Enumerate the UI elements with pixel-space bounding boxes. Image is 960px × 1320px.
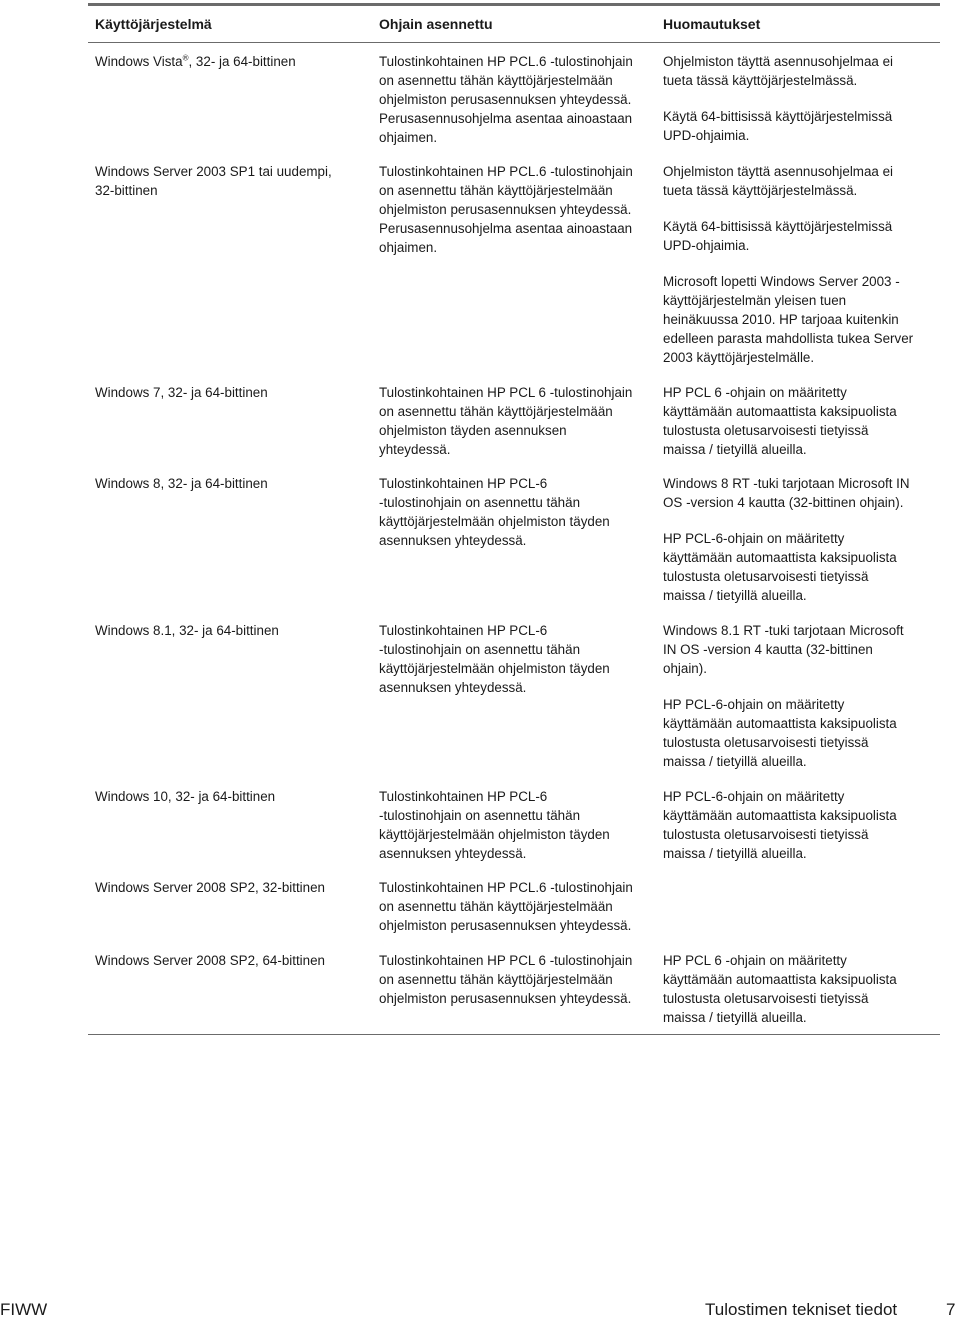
os-cell: Windows 8, 32- ja 64-bittinen <box>95 476 268 491</box>
driver-cell: Tulostinkohtainen HP PCL 6 -tulostinohjain on asennettu tähän käyttöjärjestelmään ohjelmiston täyden asennuksen yhteydessä. <box>379 385 633 457</box>
footer-doc-code: FIWW <box>0 1300 48 1319</box>
driver-cell: Tulostinkohtainen HP PCL.6 -tulostinohjain on asennettu tähän käyttöjärjestelmään ohjelmiston perusasennuksen yhteydessä. <box>379 880 633 933</box>
notes-cell: Ohjelmiston täyttä asennusohjelmaa ei tueta tässä käyttöjärjestelmässä. Käytä 64-bittisissä käyttöjärjestelmissä UPD-ohjaimia. Microsoft lopetti Windows Server 2003 - käyttöjärjestelmän yleisen tuen heinäkuussa 2010. HP tarjoaa kuitenkin edelleen parasta mahdollista tukea Server 2003 käyttöjärjestelmälle. <box>663 164 914 365</box>
notes-cell: HP PCL 6 -ohjain on määritetty käyttämään automaattista kaksipuolista tulostusta oletusarvoisesti tietyissä maissa / tietyillä alueilla. <box>663 953 897 1025</box>
table-top-rule <box>88 3 940 6</box>
notes-cell: Windows 8.1 RT -tuki tarjotaan Microsoft IN OS -version 4 kautta (32-bittinen ohjain). HP PCL-6-ohjain on määritetty käyttämään automaattista kaksipuolista tulostusta oletusarvoisesti tietyissä maissa / tietyillä alueilla. <box>663 623 904 769</box>
os-cell: Windows 8.1, 32- ja 64-bittinen <box>95 623 279 638</box>
footer-section-title: Tulostimen tekniset tiedot <box>705 1300 898 1319</box>
table-bottom-rule <box>88 1034 940 1035</box>
notes-cell: HP PCL-6-ohjain on määritetty käyttämään automaattista kaksipuolista tulostusta oletusarvoisesti tietyissä maissa / tietyillä alueilla. <box>663 789 897 861</box>
driver-cell: Tulostinkohtainen HP PCL 6 -tulostinohjain on asennettu tähän käyttöjärjestelmään ohjelmiston perusasennuksen yhteydessä. <box>379 953 633 1006</box>
os-cell: Windows 7, 32- ja 64-bittinen <box>95 385 268 400</box>
notes-cell: Windows 8 RT -tuki tarjotaan Microsoft IN OS -version 4 kautta (32-bittinen ohjain). HP PCL-6-ohjain on määritetty käyttämään automaattista kaksipuolista tulostusta oletusarvoisesti tietyissä maissa / tietyillä alueilla. <box>663 476 910 603</box>
os-cell: Windows 10, 32- ja 64-bittinen <box>95 789 276 804</box>
os-bits: , 32- ja 64-bittinen <box>188 54 296 69</box>
driver-cell: Tulostinkohtainen HP PCL.6 -tulostinohjain on asennettu tähän käyttöjärjestelmään ohjelmiston perusasennuksen yhteydessä. Perusasennusohjelma asentaa ainoastaan ohjaimen. <box>379 54 633 145</box>
driver-cell: Tulostinkohtainen HP PCL-6 -tulostinohjain on asennettu tähän käyttöjärjestelmään ohjelmiston täyden asennuksen yhteydessä. <box>379 789 610 861</box>
os-cell <box>95 52 365 71</box>
notes-cell: Ohjelmiston täyttä asennusohjelmaa ei tueta tässä käyttöjärjestelmässä. Käytä 64-bittisissä käyttöjärjestelmissä UPD-ohjaimia. <box>663 54 894 143</box>
header-driver: Ohjain asennettu <box>379 16 493 32</box>
header-bottom-rule <box>88 42 940 43</box>
os-cell: Windows Server 2008 SP2, 32-bittinen <box>95 880 325 895</box>
registered-mark: ® <box>182 53 189 63</box>
driver-cell: Tulostinkohtainen HP PCL-6 -tulostinohjain on asennettu tähän käyttöjärjestelmään ohjelmiston täyden asennuksen yhteydessä. <box>379 623 610 695</box>
notes-cell: HP PCL 6 -ohjain on määritetty käyttämään automaattista kaksipuolista tulostusta oletusarvoisesti tietyissä maissa / tietyillä alueilla. <box>663 385 897 457</box>
os-cell: Windows Server 2008 SP2, 64-bittinen <box>95 953 325 968</box>
footer-page-number: 7 <box>946 1300 956 1319</box>
header-os: Käyttöjärjestelmä <box>95 16 212 32</box>
os-name: Windows Vista <box>95 54 183 69</box>
header-notes: Huomautukset <box>663 16 761 32</box>
driver-cell: Tulostinkohtainen HP PCL-6 -tulostinohjain on asennettu tähän käyttöjärjestelmään ohjelmiston täyden asennuksen yhteydessä. <box>379 476 610 548</box>
os-cell: Windows Server 2003 SP1 tai uudempi, 32-bittinen <box>95 164 332 198</box>
driver-cell: Tulostinkohtainen HP PCL.6 -tulostinohjain on asennettu tähän käyttöjärjestelmään ohjelmiston perusasennuksen yhteydessä. Perusasennusohjelma asentaa ainoastaan ohjaimen. <box>379 164 633 255</box>
